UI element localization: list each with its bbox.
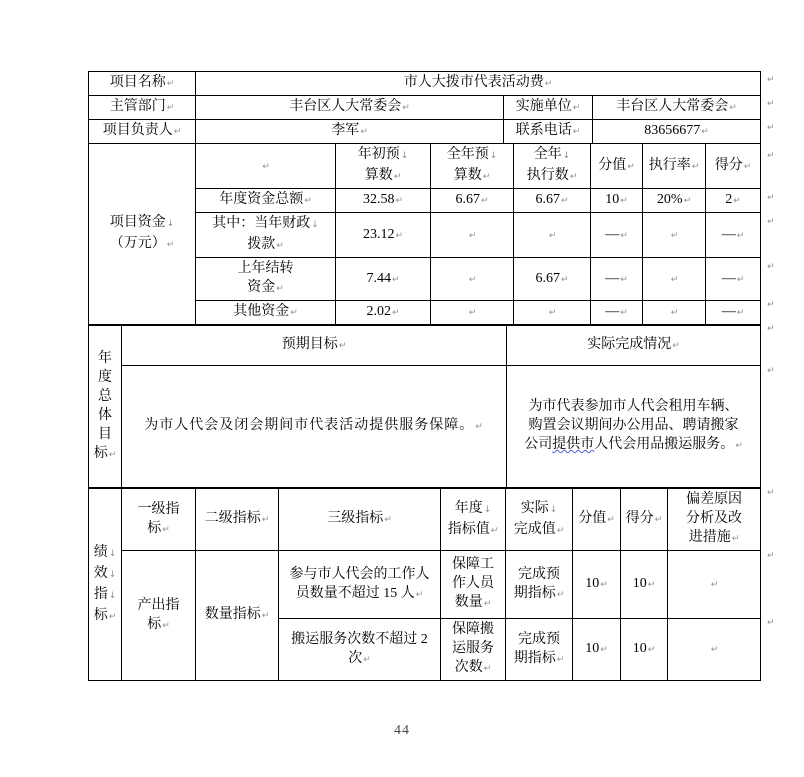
funding-carryover-exec: 6.67↵ [514,258,591,301]
table-row [89,96,761,120]
table-row [89,326,761,366]
deviation-staff: ↵ [668,551,761,619]
score-staff: 10↵ [573,551,621,619]
paragraph-mark: ↵ [767,551,775,561]
paragraph-mark: ↵ [767,193,775,203]
funding-section-label: 项目资金↓ （万元）↵ [89,144,196,325]
impl-unit-label: 实施单位↵ [504,96,593,120]
manager-value: 李军↵ [196,120,504,144]
header-score: 分值↵ [573,489,621,551]
funding-total-score: 10↵ [591,189,643,213]
manager-label: 项目负责人↵ [89,120,196,144]
actual-completion-line: 为市代表参加市人代会租用车辆、 [528,399,739,414]
funding-fiscal-points: —↵ [706,213,761,258]
paragraph-mark: ↵ [767,262,775,272]
funding-total-full: 6.67↵ [431,189,514,213]
annual-goals-table [88,325,761,488]
funding-header-begin-budget: 年初预↓ 算数↵ [336,144,431,189]
indicators-table [88,488,761,681]
funding-total-begin: 32.58↵ [336,189,431,213]
funding-total-exec: 6.67↵ [514,189,591,213]
table-row [89,144,761,189]
funding-fiscal-score: —↵ [591,213,643,258]
funding-fiscal-full: ↵ [431,213,514,258]
funding-other-rate: ↵ [643,301,706,325]
header-actual-value: 实际↓ 完成值↵ [506,489,573,551]
phone-value: 83656677↵ [593,120,761,144]
funding-other-begin: 2.02↵ [336,301,431,325]
actual-completion-text [507,366,761,488]
funding-header-exec-rate: 执行率↵ [643,144,706,189]
paragraph-mark: ↵ [767,488,775,498]
funding-total-rate: 20%↵ [643,189,706,213]
table-row [89,72,761,96]
funding-other-full: ↵ [431,301,514,325]
funding-carryover-points: —↵ [706,258,761,301]
funding-row-name-carryover: 上年结转 资金↵ [196,258,336,301]
funding-total-points: 2↵ [706,189,761,213]
paragraph-mark: ↵ [767,300,775,310]
actual-completion-line: 购置会议期间办公用品、聘请搬家 [528,418,739,433]
table-row [89,489,761,551]
level1-output-indicator: 产出指 标↵ [122,551,196,681]
annual-target-staff: 保障工 作人员 数量↵ [441,551,506,619]
actual-completion-header: 实际完成情况↵ [507,326,761,366]
actual-value-staff: 完成预 期指标↵ [506,551,573,619]
phone-label: 联系电话↵ [504,120,593,144]
funding-row-name-total: 年度资金总额↵ [196,189,336,213]
header-deviation: 偏差原因 分析及改 进措施↵ [668,489,761,551]
paragraph-mark: ↵ [767,75,775,85]
table-row [89,551,761,619]
funding-carryover-full: ↵ [431,258,514,301]
funding-row-name-other: 其他资金↵ [196,301,336,325]
funding-other-exec: ↵ [514,301,591,325]
funding-carryover-rate: ↵ [643,258,706,301]
paragraph-mark: ↵ [767,123,775,133]
funding-header-score: 分值↵ [591,144,643,189]
funding-other-score: —↵ [591,301,643,325]
header-points: 得分↵ [621,489,668,551]
funding-fiscal-exec: ↵ [514,213,591,258]
funding-fiscal-rate: ↵ [643,213,706,258]
points-staff: 10↵ [621,551,668,619]
spellcheck-underlined-text: 提供市 [552,437,595,452]
table-row [89,366,761,488]
funding-header-full-exec: 全年↓ 执行数↵ [514,144,591,189]
table-row [89,120,761,144]
funding-fiscal-begin: 23.12↵ [336,213,431,258]
funding-header-points: 得分↵ [706,144,761,189]
header-annual-target: 年度↓ 指标值↵ [441,489,506,551]
actual-text-segment: 人代会用品搬运服务。 [594,437,735,452]
funding-carryover-begin: 7.44↵ [336,258,431,301]
goals-section-label: 年度总体目标↵ [89,326,122,488]
indicators-section-label: 绩↓ 效↓ 指↓ 标↵ [89,489,122,681]
expected-goal-header: 预期目标↵ [122,326,507,366]
annual-target-moving: 保障搬 运服务 次数↵ [441,619,506,681]
level2-quantity-indicator: 数量指标↵ [196,551,279,681]
score-moving: 10↵ [573,619,621,681]
funding-other-points: —↵ [706,301,761,325]
dept-label: 主管部门↵ [89,96,196,120]
actual-value-moving: 完成预 期指标↵ [506,619,573,681]
performance-table [88,71,760,681]
funding-carryover-score: —↵ [591,258,643,301]
funding-row-name-fiscal: 其中：当年财政↓ 拨款↵ [196,213,336,258]
header-level3-indicator: 三级指标↵ [279,489,441,551]
header-level2-indicator: 二级指标↵ [196,489,279,551]
actual-text-segment: 公司 [524,437,553,452]
deviation-moving: ↵ [668,619,761,681]
points-moving: 10↵ [621,619,668,681]
level3-indicator-moving: 搬运服务次数不超过 2 次↵ [279,619,441,681]
header-level1-indicator: 一级指 标↵ [122,489,196,551]
paragraph-mark: ↵ [767,217,775,227]
paragraph-mark: ↵ [767,151,775,161]
paragraph-mark: ↵ [767,366,775,376]
dept-value: 丰台区人大常委会↵ [196,96,504,120]
funding-header-blank: ↵ [196,144,336,189]
level3-indicator-staff: 参与市人代会的工作人员数量不超过 15 人↵ [279,551,441,619]
paragraph-mark: ↵ [767,324,775,334]
page-number: 44 [394,723,410,738]
project-info-table [88,71,761,144]
expected-goal-text: 为市人代会及闭会期间市代表活动提供服务保障。↵ [122,366,507,488]
impl-unit-value: 丰台区人大常委会↵ [593,96,761,120]
project-name-label: 项目名称↵ [89,72,196,96]
paragraph-mark: ↵ [767,99,775,109]
funding-header-full-budget: 全年预↓ 算数↵ [431,144,514,189]
funding-table [88,143,761,325]
paragraph-mark: ↵ [767,618,775,628]
actual-completion-line: 公司提供市人代会用品搬运服务。↵ [524,437,743,452]
project-name-value: 市人大拨市代表活动费↵ [196,72,761,96]
